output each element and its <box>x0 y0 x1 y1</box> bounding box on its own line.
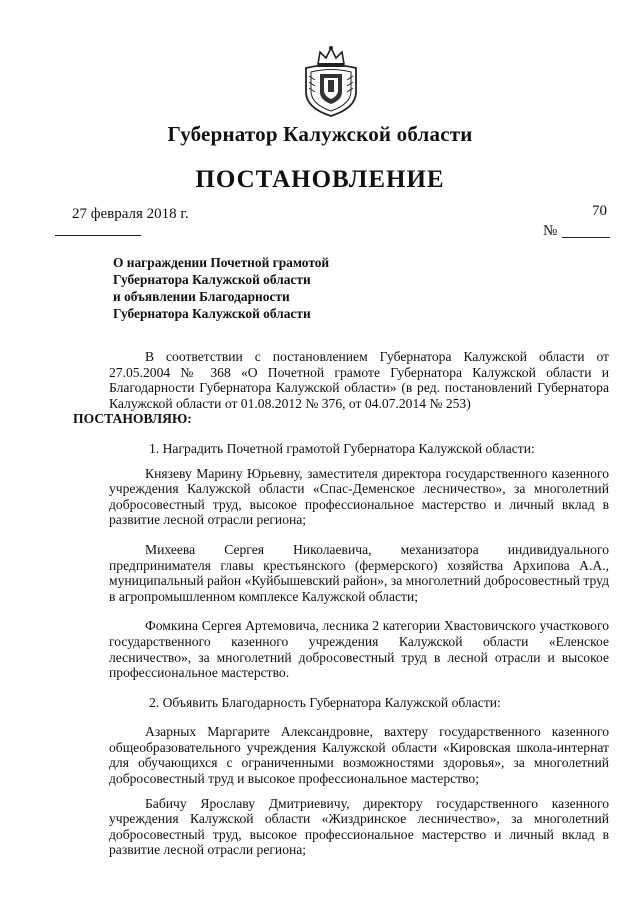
preamble-text: В соответствии с постановлением Губернатора Калужской области от 27.05.2004 № 368 «О Почетной грамоте Губернатора Калужской области и Благодарности Губернатора Калужской области» (в ред. постановлений Губернатора Калужской области от 01.08.2012 № 376, от 04.07.2014 № 253) <box>109 349 609 411</box>
document-number: 70 <box>592 203 607 219</box>
coat-of-arms-emblem <box>300 44 362 118</box>
award-item: Михеева Сергея Николаевича, механизатора индивидуального предпринимателя главы крестьянского (фермерского) хозяйства Архипова А.А., муниципальный район «Куйбышевский район», за многолетний добросовестный труд в агропромышленном комплексе Калужской области; <box>109 541 609 604</box>
gratitude-item: Бабичу Ярославу Дмитриевичу, директору государственного казенного учреждения Калужской области «Жиздринское лесничество», за многолетний добросовестный труд, высокое профессиональное мастерство и личный вклад в развитие лесной отрасли региона; <box>109 795 609 858</box>
subject-heading <box>113 254 345 322</box>
number-underline <box>562 237 610 238</box>
gratitude-item: Азарных Маргарите Александровне, вахтеру государственного казенного общеобразовательного учреждения Калужской области «Кировская школа-интернат для обучающихся с ограниченными возможностями здоровья», за многолетний добросовестный труд и высокое профессиональное мастерство; <box>109 724 609 787</box>
document-date: 27 февраля 2018 г. <box>72 206 189 222</box>
subject-line: О награждении Почетной грамотой <box>113 255 330 270</box>
subject-line: Губернатора Калужской области <box>113 306 311 321</box>
section-1-heading: 1. Наградить Почетной грамотой Губернатора Калужской области: <box>149 440 535 456</box>
document-body <box>73 349 609 858</box>
subject-line: и объявлении Благодарности <box>113 289 290 304</box>
decree-word: ПОСТАНОВЛЯЮ: <box>73 411 192 427</box>
section-2-heading: 2. Объявить Благодарность Губернатора Калужской области: <box>149 694 501 710</box>
document-type-title: ПОСТАНОВЛЕНИЕ <box>195 166 445 193</box>
award-item: Фомкина Сергея Артемовича, лесника 2 категории Хвастовичского участкового государственного казенного учреждения Калужской области «Еленское лесничество», за многолетний добросовестный труд в лесной отрасли и высокое профессиональное мастерство. <box>109 618 609 681</box>
preamble-paragraph <box>73 349 609 427</box>
date-underline <box>55 235 141 236</box>
number-sign: № <box>543 223 558 239</box>
award-item: Князеву Марину Юрьевну, заместителя директора государственного казенного учреждения Калужской области «Спас-Деменское лесничество», за многолетний добросовестный труд, высокое профессиональное мастерство и личный вклад в развитие лесной отрасли региона; <box>109 465 609 528</box>
subject-line: Губернатора Калужской области <box>113 272 311 287</box>
issuing-authority: Губернатор Калужской области <box>167 122 473 146</box>
